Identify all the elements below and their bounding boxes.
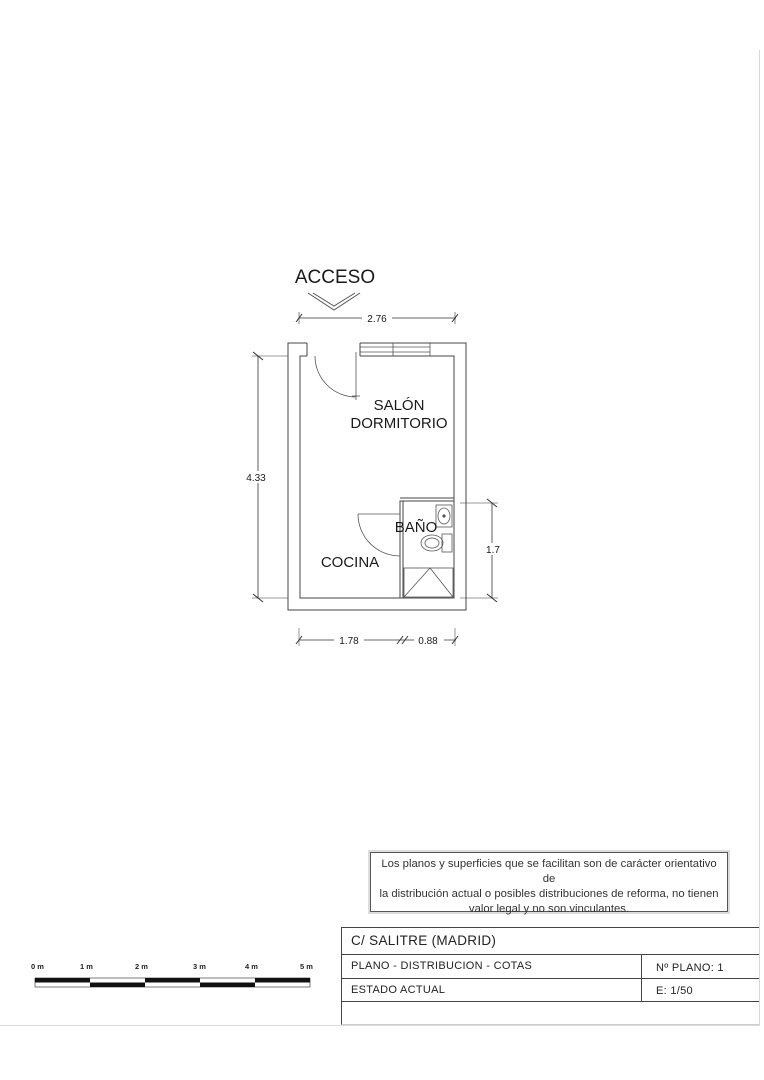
title-block <box>341 927 759 1025</box>
title-row-plan <box>341 954 759 978</box>
title-row-address <box>341 927 759 954</box>
access-arrow-icon <box>308 293 360 310</box>
dimension-top <box>296 312 458 325</box>
dimension-bottom-right-label: 0.88 <box>418 636 438 647</box>
dimension-left-label: 4.33 <box>246 473 266 484</box>
dimension-right-label: 1.7 <box>486 545 500 556</box>
disclaimer-line: Los planos y superficies que se facilitan son de carácter orientativo de <box>381 858 717 885</box>
scale-bar <box>35 978 310 987</box>
room-label-salon: SALÓN <box>373 397 425 414</box>
dimension-bottom-left-label: 1.78 <box>339 636 359 647</box>
title-row-empty <box>341 1001 759 1025</box>
sink-icon <box>436 505 452 527</box>
scale-label-0: 0 m <box>31 962 44 971</box>
dimension-bottom <box>296 628 458 647</box>
scale-label-3: 3 m <box>193 962 206 971</box>
room-label-bano: BAÑO <box>394 519 438 536</box>
dimension-top-label: 2.76 <box>367 314 387 325</box>
disclaimer-line: la distribución actual o posibles distribuciones de reforma, no tienen <box>379 888 719 900</box>
scale-text: E: 1/50 <box>656 985 693 997</box>
bathroom-walls <box>400 498 454 598</box>
room-label-cocina: COCINA <box>320 554 380 571</box>
scale-label-5: 5 m <box>300 962 313 971</box>
disclaimer-box <box>370 852 728 915</box>
bathroom-door <box>358 514 400 556</box>
plan-number-text: Nº PLANO: 1 <box>656 962 724 974</box>
dimension-left <box>243 352 288 602</box>
access-label: ACCESO <box>294 267 376 288</box>
scale-label-4: 4 m <box>245 962 258 971</box>
scale-label-2: 2 m <box>135 962 148 971</box>
state-text: ESTADO ACTUAL <box>351 984 446 996</box>
entrance-door <box>315 352 360 400</box>
dimension-right <box>460 499 504 602</box>
scale-label-1: 1 m <box>80 962 93 971</box>
title-row-state <box>341 978 759 1001</box>
window-top <box>360 343 430 356</box>
shower-tray-icon <box>404 568 453 597</box>
disclaimer-line: valor legal y no son vinculantes. <box>468 903 630 915</box>
plan-type-text: PLANO - DISTRIBUCION - COTAS <box>351 960 533 972</box>
toilet-icon <box>421 534 452 552</box>
room-label-dormitorio: DORMITORIO <box>350 415 448 432</box>
address-text: C/ SALITRE (MADRID) <box>351 933 497 948</box>
